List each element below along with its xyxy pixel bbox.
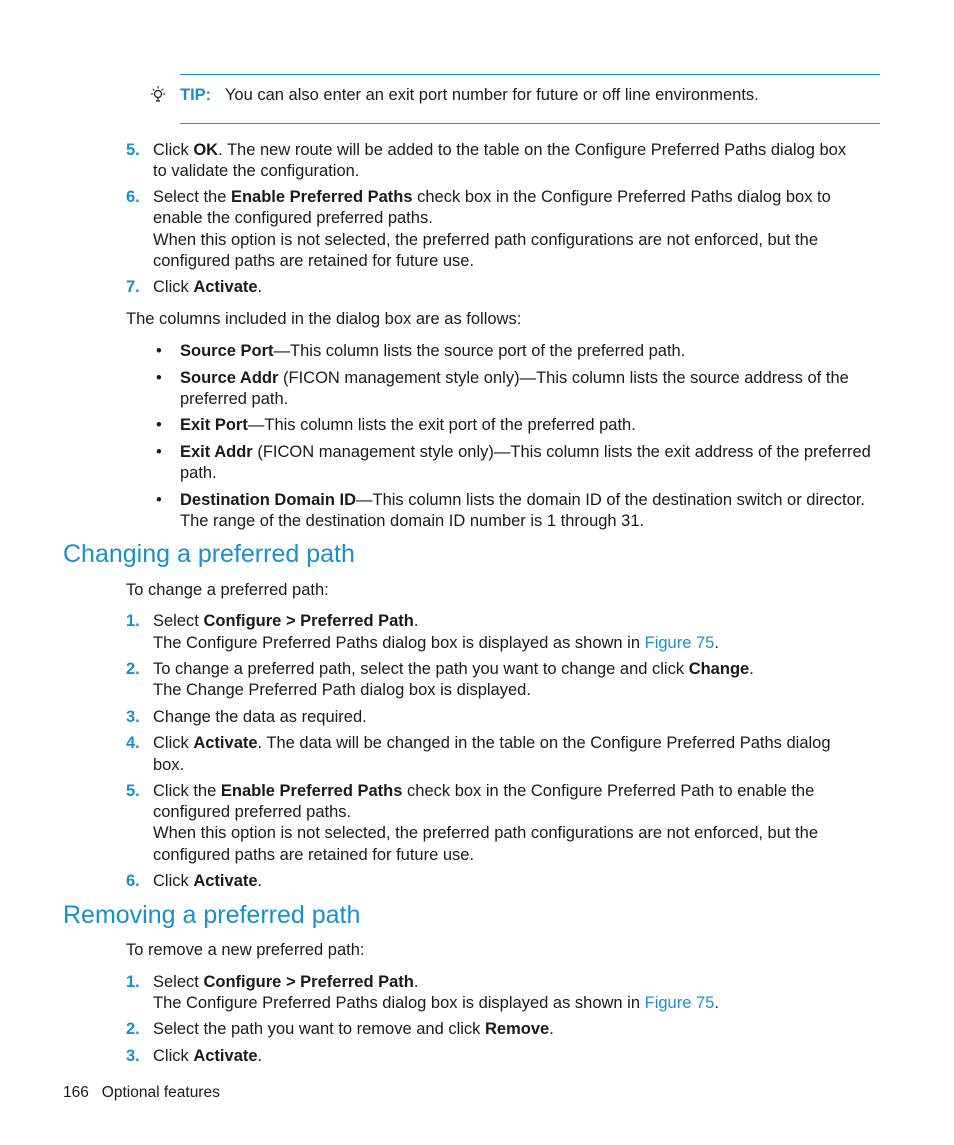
step-text-cont: to validate the configuration.	[153, 162, 360, 180]
column-name: Source Port	[180, 342, 274, 360]
step-number: 5.	[126, 141, 140, 159]
menu-path: Configure > Preferred Path	[203, 973, 414, 991]
bullet-icon: •	[156, 443, 162, 461]
column-name: Exit Addr	[180, 443, 253, 461]
step-number: 7.	[126, 278, 140, 296]
step-text-cont: When this option is not selected, the preferred path configurations are not enforced, but the	[153, 824, 818, 842]
step-text-cont: configured preferred paths.	[153, 803, 352, 821]
figure-link[interactable]: Figure 75	[644, 634, 715, 652]
section-intro: To change a preferred path:	[126, 581, 329, 599]
step-number: 4.	[126, 734, 140, 752]
step-number: 1.	[126, 612, 140, 630]
step-number: 5.	[126, 782, 140, 800]
step-number: 3.	[126, 1047, 140, 1065]
tip-line	[180, 85, 759, 106]
column-desc: Source Addr (FICON management style only)—This column lists the source address of the	[180, 369, 849, 387]
column-desc-cont: The range of the destination domain ID number is 1 through 31.	[180, 512, 645, 530]
step-text: Click Activate.	[153, 1047, 263, 1065]
column-desc: Exit Addr (FICON management style only)—This column lists the exit address of the preferred	[180, 443, 871, 461]
step-text: Click OK. The new route will be added to the table on the Configure Preferred Paths dialog box	[153, 141, 847, 159]
step-text: Select Configure > Preferred Path.	[153, 612, 419, 630]
ui-term: Enable Preferred Paths	[220, 782, 403, 800]
figure-link[interactable]: Figure 75	[644, 994, 715, 1012]
section-heading-remove: Removing a preferred path	[63, 901, 361, 929]
ui-term: Change	[688, 660, 750, 678]
bullet-icon: •	[156, 491, 162, 509]
step-text-cont: The Configure Preferred Paths dialog box is displayed as shown in Figure 75.	[153, 634, 719, 652]
ui-term: Activate	[193, 1047, 258, 1065]
page-number: 166	[63, 1084, 89, 1101]
step-text: Click Activate.	[153, 278, 263, 296]
menu-path: Configure > Preferred Path	[203, 612, 414, 630]
ui-term: Activate	[193, 734, 258, 752]
step-text-cont: enable the configured preferred paths.	[153, 209, 433, 227]
step-number: 6.	[126, 188, 140, 206]
bullet-icon: •	[156, 416, 162, 434]
ui-term: Remove	[485, 1020, 550, 1038]
ui-term: OK	[193, 141, 219, 159]
step-number: 3.	[126, 708, 140, 726]
step-number: 2.	[126, 1020, 140, 1038]
column-desc: Source Port—This column lists the source port of the preferred path.	[180, 342, 686, 360]
step-text-cont: configured paths are retained for future use.	[153, 846, 475, 864]
page-footer	[63, 1083, 220, 1103]
step-text: Select the Enable Preferred Paths check box in the Configure Preferred Paths dialog box to	[153, 188, 831, 206]
tip-bottom-rule	[180, 123, 880, 124]
step-text-cont: The Configure Preferred Paths dialog box is displayed as shown in Figure 75.	[153, 994, 719, 1012]
column-desc-cont: path.	[180, 464, 217, 482]
column-name: Destination Domain ID	[180, 491, 357, 509]
column-desc: Exit Port—This column lists the exit port of the preferred path.	[180, 416, 636, 434]
tip-label: TIP:	[180, 86, 212, 104]
step-text: Select Configure > Preferred Path.	[153, 973, 419, 991]
ui-term: Enable Preferred Paths	[230, 188, 413, 206]
step-number: 1.	[126, 973, 140, 991]
step-number: 2.	[126, 660, 140, 678]
tip-text: You can also enter an exit port number for future or off line environments.	[224, 86, 759, 104]
step-text: To change a preferred path, select the path you want to change and click Change.	[153, 660, 754, 678]
step-text: Click the Enable Preferred Paths check box in the Configure Preferred Path to enable the	[153, 782, 815, 800]
step-text: Click Activate.	[153, 872, 263, 890]
step-number: 6.	[126, 872, 140, 890]
ui-term: Activate	[193, 278, 258, 296]
step-text: Click Activate. The data will be changed in the table on the Configure Preferred Paths dialog	[153, 734, 831, 752]
column-desc-cont: preferred path.	[180, 390, 289, 408]
step-text-cont: configured paths are retained for future use.	[153, 252, 475, 270]
section-heading-change: Changing a preferred path	[63, 540, 355, 568]
footer-section: Optional features	[101, 1084, 220, 1101]
tip-top-rule	[180, 74, 880, 75]
step-text: Select the path you want to remove and click Remove.	[153, 1020, 554, 1038]
bullet-icon: •	[156, 369, 162, 387]
lightbulb-icon	[149, 85, 167, 105]
section-intro: To remove a new preferred path:	[126, 941, 365, 959]
step-text-cont: box.	[153, 756, 185, 774]
columns-intro: The columns included in the dialog box are as follows:	[126, 310, 522, 328]
ui-term: Activate	[193, 872, 258, 890]
step-text: Change the data as required.	[153, 708, 367, 726]
column-name: Source Addr	[180, 369, 279, 387]
column-desc: Destination Domain ID—This column lists the domain ID of the destination switch or director.	[180, 491, 865, 509]
step-text-cont: When this option is not selected, the preferred path configurations are not enforced, but the	[153, 231, 818, 249]
bullet-icon: •	[156, 342, 162, 360]
step-text-cont: The Change Preferred Path dialog box is displayed.	[153, 681, 531, 699]
column-name: Exit Port	[180, 416, 248, 434]
